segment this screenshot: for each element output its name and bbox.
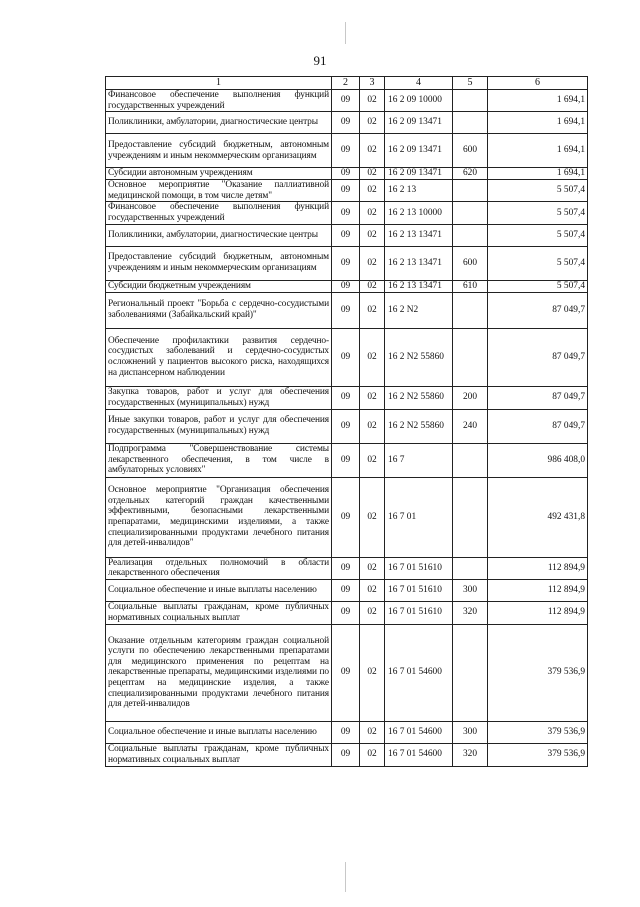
row-section: 09	[332, 112, 360, 134]
row-expense-type: 600	[453, 246, 488, 280]
row-expense-type: 320	[453, 743, 488, 766]
row-name: Предоставление субсидий бюджетным, автономным учреждениям и иным некоммерческим организациям	[106, 134, 332, 168]
row-subsection: 02	[360, 443, 385, 477]
row-amount: 87 049,7	[488, 386, 588, 409]
row-expense-type	[453, 112, 488, 134]
row-expense-type: 600	[453, 134, 488, 168]
row-section: 09	[332, 224, 360, 246]
row-target-code: 16 2 13	[385, 180, 453, 202]
row-name: Предоставление субсидий бюджетным, автономным учреждениям и иным некоммерческим организациям	[106, 246, 332, 280]
row-subsection: 02	[360, 202, 385, 224]
row-name: Поликлиники, амбулатории, диагностические центры	[106, 112, 332, 134]
scan-mark-bottom	[345, 862, 346, 892]
row-expense-type	[453, 443, 488, 477]
table-row	[106, 579, 588, 601]
row-name: Субсидии автономным учреждениям	[106, 168, 332, 180]
row-section: 09	[332, 601, 360, 624]
row-subsection: 02	[360, 90, 385, 112]
row-amount: 87 049,7	[488, 328, 588, 386]
row-section: 09	[332, 292, 360, 328]
row-section: 09	[332, 180, 360, 202]
row-target-code: 16 2 N2 55860	[385, 409, 453, 443]
table-row	[106, 180, 588, 202]
row-expense-type	[453, 328, 488, 386]
row-name: Субсидии бюджетным учреждениям	[106, 280, 332, 292]
table-row	[106, 246, 588, 280]
row-section: 09	[332, 477, 360, 557]
row-amount: 1 694,1	[488, 112, 588, 134]
row-expense-type	[453, 477, 488, 557]
row-expense-type: 320	[453, 601, 488, 624]
row-subsection: 02	[360, 112, 385, 134]
row-expense-type: 200	[453, 386, 488, 409]
table-row	[106, 409, 588, 443]
table-row	[106, 721, 588, 743]
row-name: Социальное обеспечение и иные выплаты населению	[106, 721, 332, 743]
row-target-code: 16 7	[385, 443, 453, 477]
row-subsection: 02	[360, 168, 385, 180]
row-name: Подпрограмма "Совершенствование системы лекарственного обеспечения, в том числе в амбулаторных условиях"	[106, 443, 332, 477]
table-header-row	[106, 77, 588, 90]
row-amount: 5 507,4	[488, 224, 588, 246]
row-section: 09	[332, 386, 360, 409]
row-amount: 1 694,1	[488, 90, 588, 112]
row-target-code: 16 2 09 13471	[385, 134, 453, 168]
row-target-code: 16 2 N2 55860	[385, 328, 453, 386]
row-section: 09	[332, 90, 360, 112]
row-target-code: 16 2 09 13471	[385, 112, 453, 134]
row-target-code: 16 7 01	[385, 477, 453, 557]
row-name: Иные закупки товаров, работ и услуг для обеспечения государственных (муниципальных) нужд	[106, 409, 332, 443]
row-subsection: 02	[360, 743, 385, 766]
row-amount: 379 536,9	[488, 721, 588, 743]
row-amount: 1 694,1	[488, 168, 588, 180]
row-amount: 87 049,7	[488, 292, 588, 328]
row-amount: 112 894,9	[488, 579, 588, 601]
row-target-code: 16 7 01 54600	[385, 743, 453, 766]
row-expense-type: 300	[453, 721, 488, 743]
row-name: Закупка товаров, работ и услуг для обеспечения государственных (муниципальных) нужд	[106, 386, 332, 409]
row-name: Социальные выплаты гражданам, кроме публичных нормативных социальных выплат	[106, 601, 332, 624]
row-name: Оказание отдельным категориям граждан социальной услуги по обеспечению лекарственными препаратами для медицинского применения по рецептам на лекарственные препараты, медицинскими изделиями по рецептам на медицинские изделия, а также специализированными продуктами лечебного питания для детей-инвалидов	[106, 624, 332, 721]
table-row	[106, 280, 588, 292]
row-section: 09	[332, 202, 360, 224]
row-amount: 379 536,9	[488, 743, 588, 766]
row-section: 09	[332, 743, 360, 766]
table-row	[106, 601, 588, 624]
row-amount: 379 536,9	[488, 624, 588, 721]
header-col-5: 5	[453, 77, 488, 90]
row-name: Социальные выплаты гражданам, кроме публичных нормативных социальных выплат	[106, 743, 332, 766]
row-amount: 986 408,0	[488, 443, 588, 477]
row-target-code: 16 2 13 13471	[385, 224, 453, 246]
row-name: Финансовое обеспечение выполнения функций государственных учреждений	[106, 90, 332, 112]
row-subsection: 02	[360, 477, 385, 557]
row-expense-type: 240	[453, 409, 488, 443]
header-col-6: 6	[488, 77, 588, 90]
table-row	[106, 477, 588, 557]
row-subsection: 02	[360, 557, 385, 579]
row-target-code: 16 7 01 51610	[385, 579, 453, 601]
row-subsection: 02	[360, 579, 385, 601]
table-row	[106, 292, 588, 328]
row-subsection: 02	[360, 134, 385, 168]
row-section: 09	[332, 443, 360, 477]
row-target-code: 16 2 N2	[385, 292, 453, 328]
row-section: 09	[332, 246, 360, 280]
table-row	[106, 168, 588, 180]
row-target-code: 16 2 13 13471	[385, 246, 453, 280]
table-row	[106, 743, 588, 766]
row-target-code: 16 2 09 13471	[385, 168, 453, 180]
row-name: Реализация отдельных полномочий в области лекарственного обеспечения	[106, 557, 332, 579]
row-amount: 5 507,4	[488, 180, 588, 202]
budget-table	[105, 76, 588, 767]
row-subsection: 02	[360, 624, 385, 721]
header-col-1: 1	[106, 77, 332, 90]
row-expense-type	[453, 224, 488, 246]
row-section: 09	[332, 168, 360, 180]
table-row	[106, 328, 588, 386]
row-target-code: 16 7 01 54600	[385, 721, 453, 743]
row-amount: 87 049,7	[488, 409, 588, 443]
row-expense-type	[453, 90, 488, 112]
row-section: 09	[332, 280, 360, 292]
row-target-code: 16 7 01 51610	[385, 601, 453, 624]
row-amount: 5 507,4	[488, 280, 588, 292]
row-subsection: 02	[360, 180, 385, 202]
table-row	[106, 624, 588, 721]
row-expense-type	[453, 180, 488, 202]
row-amount: 112 894,9	[488, 601, 588, 624]
table-row	[106, 112, 588, 134]
row-subsection: 02	[360, 246, 385, 280]
row-name: Финансовое обеспечение выполнения функций государственных учреждений	[106, 202, 332, 224]
table-row	[106, 134, 588, 168]
row-expense-type: 610	[453, 280, 488, 292]
table-row	[106, 90, 588, 112]
row-amount: 5 507,4	[488, 202, 588, 224]
row-target-code: 16 7 01 54600	[385, 624, 453, 721]
page-number: 91	[313, 53, 327, 68]
row-section: 09	[332, 721, 360, 743]
row-section: 09	[332, 579, 360, 601]
row-amount: 492 431,8	[488, 477, 588, 557]
row-target-code: 16 2 09 10000	[385, 90, 453, 112]
row-section: 09	[332, 624, 360, 721]
row-name: Социальное обеспечение и иные выплаты населению	[106, 579, 332, 601]
row-section: 09	[332, 134, 360, 168]
header-col-2: 2	[332, 77, 360, 90]
row-name: Региональный проект "Борьба с сердечно-сосудистыми заболеваниями (Забайкальский край)"	[106, 292, 332, 328]
row-section: 09	[332, 328, 360, 386]
row-amount: 1 694,1	[488, 134, 588, 168]
row-expense-type: 300	[453, 579, 488, 601]
row-name: Поликлиники, амбулатории, диагностические центры	[106, 224, 332, 246]
row-target-code: 16 2 13 13471	[385, 280, 453, 292]
row-amount: 112 894,9	[488, 557, 588, 579]
scan-mark-top	[345, 22, 346, 44]
row-expense-type	[453, 557, 488, 579]
row-subsection: 02	[360, 409, 385, 443]
row-subsection: 02	[360, 280, 385, 292]
row-subsection: 02	[360, 386, 385, 409]
row-expense-type: 620	[453, 168, 488, 180]
row-subsection: 02	[360, 292, 385, 328]
header-col-3: 3	[360, 77, 385, 90]
row-subsection: 02	[360, 224, 385, 246]
row-subsection: 02	[360, 328, 385, 386]
row-section: 09	[332, 557, 360, 579]
table-row	[106, 202, 588, 224]
row-target-code: 16 2 13 10000	[385, 202, 453, 224]
row-amount: 5 507,4	[488, 246, 588, 280]
row-name: Обеспечение профилактики развития сердечно-сосудистых заболеваний и сердечно-сосудистых осложнений у пациентов высокого риска, находящихся на диспансерном наблюдении	[106, 328, 332, 386]
row-expense-type	[453, 624, 488, 721]
row-subsection: 02	[360, 601, 385, 624]
row-name: Основное мероприятие "Организация обеспечения отдельных категорий граждан качественными эффективными, безопасными лекарственными препаратами, медицинскими изделиями, а также специализированными продуктами лечебного питания для детей-инвалидов"	[106, 477, 332, 557]
row-target-code: 16 2 N2 55860	[385, 386, 453, 409]
row-expense-type	[453, 202, 488, 224]
table-row	[106, 557, 588, 579]
table-row	[106, 224, 588, 246]
row-subsection: 02	[360, 721, 385, 743]
row-section: 09	[332, 409, 360, 443]
row-name: Основное мероприятие "Оказание паллиативной медицинской помощи, в том числе детям"	[106, 180, 332, 202]
table-row	[106, 386, 588, 409]
row-target-code: 16 7 01 51610	[385, 557, 453, 579]
header-col-4: 4	[385, 77, 453, 90]
row-expense-type	[453, 292, 488, 328]
table-row	[106, 443, 588, 477]
